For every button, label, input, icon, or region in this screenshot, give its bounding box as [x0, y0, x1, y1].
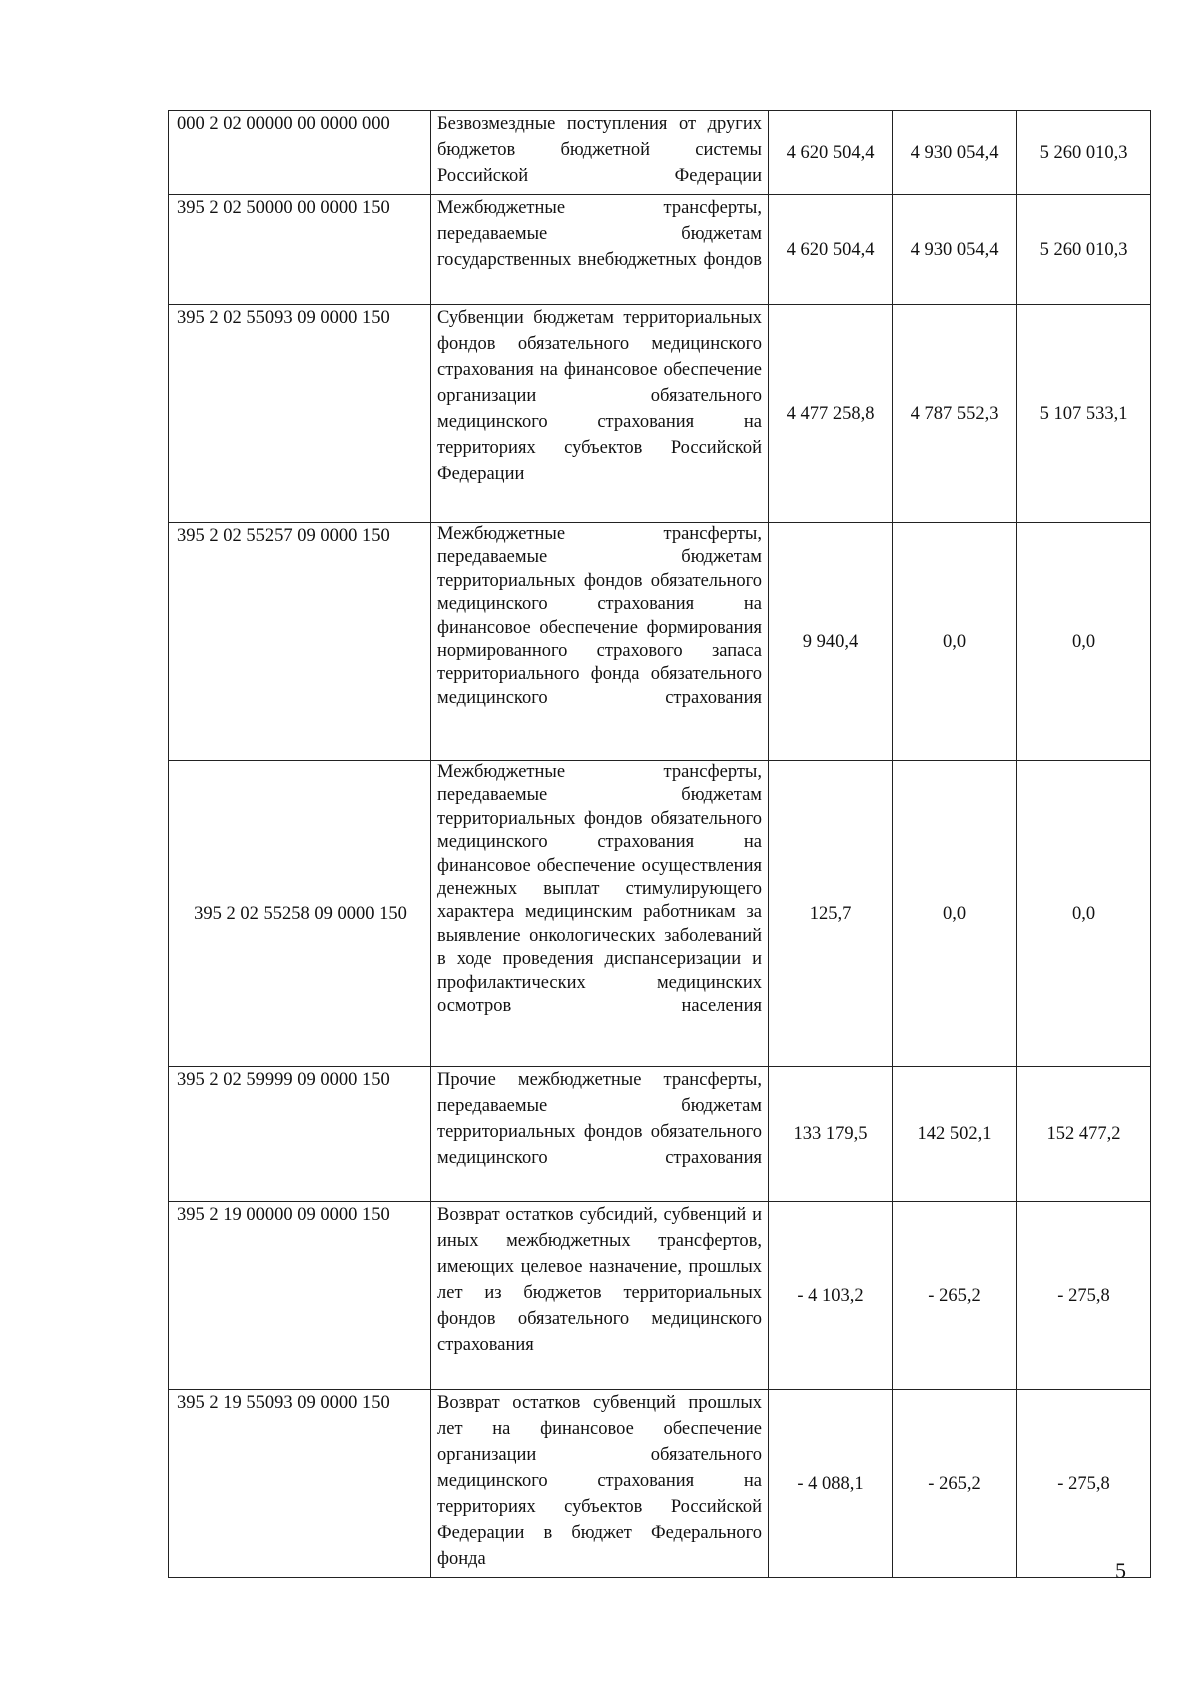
value-year-2: - 265,2	[893, 1202, 1017, 1390]
value-year-1: 9 940,4	[769, 523, 893, 761]
row-description: Субвенции бюджетам территориальных фондов обязательного медицинского страхования на финансовое обеспечение организации обязательного медицинского страхования на территориях субъектов Российской Федерации	[431, 305, 769, 523]
table-row	[169, 523, 1151, 761]
value-year-2: 4 930 054,4	[893, 111, 1017, 195]
table-row	[169, 195, 1151, 305]
value-year-2: - 265,2	[893, 1390, 1017, 1578]
row-description: Межбюджетные трансферты, передаваемые бюджетам территориальных фондов обязательного медицинского страхования на финансовое обеспечение формирования нормированного страхового запаса территориального фонда обязательного медицинского страхования	[431, 523, 769, 761]
budget-code: 395 2 02 55258 09 0000 150	[169, 761, 431, 1067]
budget-code: 395 2 02 50000 00 0000 150	[169, 195, 431, 305]
value-year-1: 4 477 258,8	[769, 305, 893, 523]
budget-code: 395 2 02 55093 09 0000 150	[169, 305, 431, 523]
table-row	[169, 761, 1151, 1067]
row-description: Межбюджетные трансферты, передаваемые бюджетам государственных внебюджетных фондов	[431, 195, 769, 305]
value-year-3: 5 260 010,3	[1017, 195, 1151, 305]
value-year-2: 142 502,1	[893, 1067, 1017, 1202]
value-year-3: 152 477,2	[1017, 1067, 1151, 1202]
value-year-2: 0,0	[893, 523, 1017, 761]
budget-revenue-table	[168, 110, 1151, 1578]
table-row	[169, 1202, 1151, 1390]
value-year-3: 0,0	[1017, 523, 1151, 761]
row-description: Прочие межбюджетные трансферты, передаваемые бюджетам территориальных фондов обязательного медицинского страхования	[431, 1067, 769, 1202]
value-year-3: 5 260 010,3	[1017, 111, 1151, 195]
page-number: 5	[1115, 1558, 1126, 1583]
budget-code: 395 2 02 59999 09 0000 150	[169, 1067, 431, 1202]
table-row	[169, 111, 1151, 195]
budget-code: 395 2 02 55257 09 0000 150	[169, 523, 431, 761]
value-year-2: 0,0	[893, 761, 1017, 1067]
table-row	[169, 1390, 1151, 1578]
table-row	[169, 305, 1151, 523]
row-description: Возврат остатков субвенций прошлых лет на финансовое обеспечение организации обязательного медицинского страхования на территориях субъектов Российской Федерации в бюджет Федерального фонда	[431, 1390, 769, 1578]
value-year-1: 4 620 504,4	[769, 195, 893, 305]
budget-code: 395 2 19 55093 09 0000 150	[169, 1390, 431, 1578]
budget-code: 000 2 02 00000 00 0000 000	[169, 111, 431, 195]
value-year-1: - 4 103,2	[769, 1202, 893, 1390]
row-description: Межбюджетные трансферты, передаваемые бюджетам территориальных фондов обязательного медицинского страхования на финансовое обеспечение осуществления денежных выплат стимулирующего характера медицинским работникам за выявление онкологических заболеваний в ходе проведения диспансеризации и профилактических медицинских осмотров населения	[431, 761, 769, 1067]
row-description: Возврат остатков субсидий, субвенций и иных межбюджетных трансфертов, имеющих целевое назначение, прошлых лет из бюджетов территориальных фондов обязательного медицинского страхования	[431, 1202, 769, 1390]
value-year-2: 4 930 054,4	[893, 195, 1017, 305]
budget-code: 395 2 19 00000 09 0000 150	[169, 1202, 431, 1390]
value-year-3: - 275,8	[1017, 1390, 1151, 1578]
value-year-1: 125,7	[769, 761, 893, 1067]
value-year-3: 5 107 533,1	[1017, 305, 1151, 523]
value-year-1: - 4 088,1	[769, 1390, 893, 1578]
value-year-3: - 275,8	[1017, 1202, 1151, 1390]
value-year-1: 133 179,5	[769, 1067, 893, 1202]
value-year-3: 0,0	[1017, 761, 1151, 1067]
value-year-2: 4 787 552,3	[893, 305, 1017, 523]
row-description: Безвозмездные поступления от других бюджетов бюджетной системы Российской Федерации	[431, 111, 769, 195]
table-row	[169, 1067, 1151, 1202]
value-year-1: 4 620 504,4	[769, 111, 893, 195]
